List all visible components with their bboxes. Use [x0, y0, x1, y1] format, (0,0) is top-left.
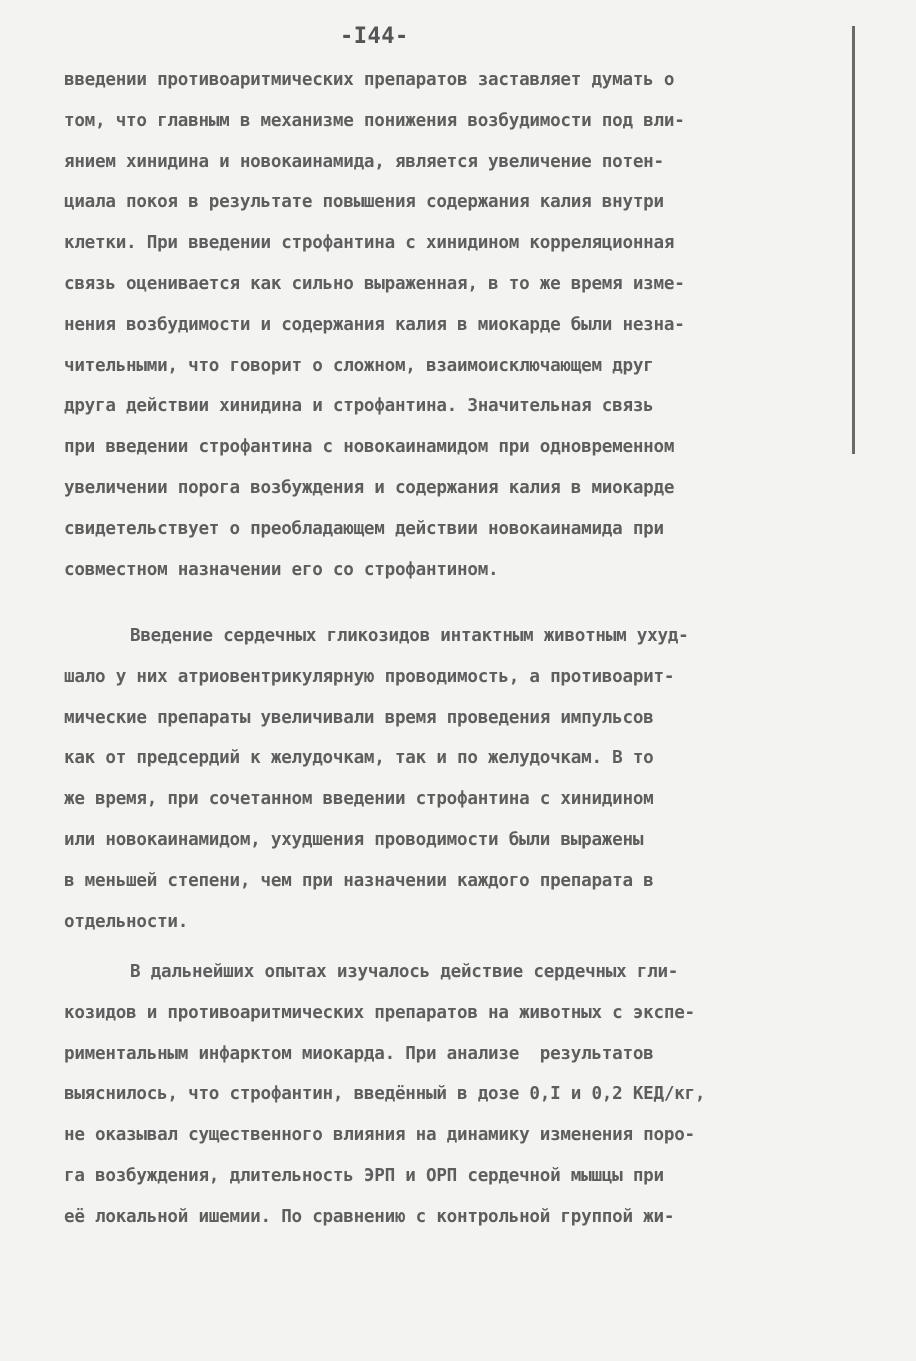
text-line: клетки. При введении строфантина с хинидином корреляционная — [64, 233, 675, 254]
page-number: -I44- — [340, 24, 409, 49]
text-line: друга действии хинидина и строфантина. Значительная связь — [64, 396, 654, 417]
text-line: В дальнейших опытах изучалось действие сердечных гли- — [130, 962, 679, 982]
text-line: же время, при сочетанном введении строфантина с хинидином — [64, 789, 654, 810]
text-line: козидов и противоаритмических препаратов на животных с экспе- — [64, 1002, 695, 1023]
text-line: Введение сердечных гликозидов интактным животным ухуд- — [130, 626, 689, 646]
text-line: или новокаинамидом, ухудшения проводимости были выражены — [64, 829, 644, 850]
text-line: при введении строфантина с новокаинамидом при одновременном — [64, 437, 675, 458]
text-line: её локальной ишемии. По сравнению с контрольной группой жи- — [64, 1206, 675, 1227]
paragraph-1 — [64, 60, 844, 590]
paragraph-2 — [64, 616, 844, 942]
text-line: связь оценивается как сильно выраженная, в то же время изме- — [64, 273, 685, 294]
text-line: том, что главным в механизме понижения возбудимости под вли- — [64, 110, 685, 131]
text-line: риментальным инфарктом миокарда. При анализе результатов — [64, 1043, 654, 1064]
text-line: введении противоаритмических препаратов заставляет думать о — [64, 70, 675, 90]
text-line: не оказывал существенного влияния на динамику изменения поро- — [64, 1125, 695, 1146]
text-line: совместном назначении его со строфантином. — [64, 559, 499, 580]
text-line: янием хинидина и новокаинамида, является увеличение потен- — [64, 151, 664, 172]
text-line: отдельности. — [64, 911, 189, 932]
text-line: увеличении порога возбуждения и содержания калия в миокарде — [64, 477, 675, 498]
text-line: чительными, что говорит о сложном, взаимоисключающем друг — [64, 355, 654, 376]
text-line: мические препараты увеличивали время проведения импульсов — [64, 707, 654, 728]
text-line: нения возбудимости и содержания калия в миокарде были незна- — [64, 314, 685, 335]
text-line: свидетельствует о преобладающем действии новокаинамида при — [64, 518, 664, 539]
paragraph-3 — [64, 952, 844, 1238]
text-line: в меньшей степени, чем при назначении каждого препарата в — [64, 870, 654, 891]
text-line: шало у них атриовентрикулярную проводимость, а противоарит- — [64, 666, 675, 687]
margin-rule — [852, 26, 855, 454]
text-line: выяснилось, что строфантин, введённый в дозе 0,I и 0,2 КЕД/кг, — [64, 1084, 706, 1105]
text-line: циала покоя в результате повышения содержания калия внутри — [64, 192, 664, 213]
text-line: как от предсердий к желудочкам, так и по желудочкам. В то — [64, 748, 654, 769]
text-line: га возбуждения, длительность ЭРП и ОРП сердечной мышцы при — [64, 1165, 664, 1186]
